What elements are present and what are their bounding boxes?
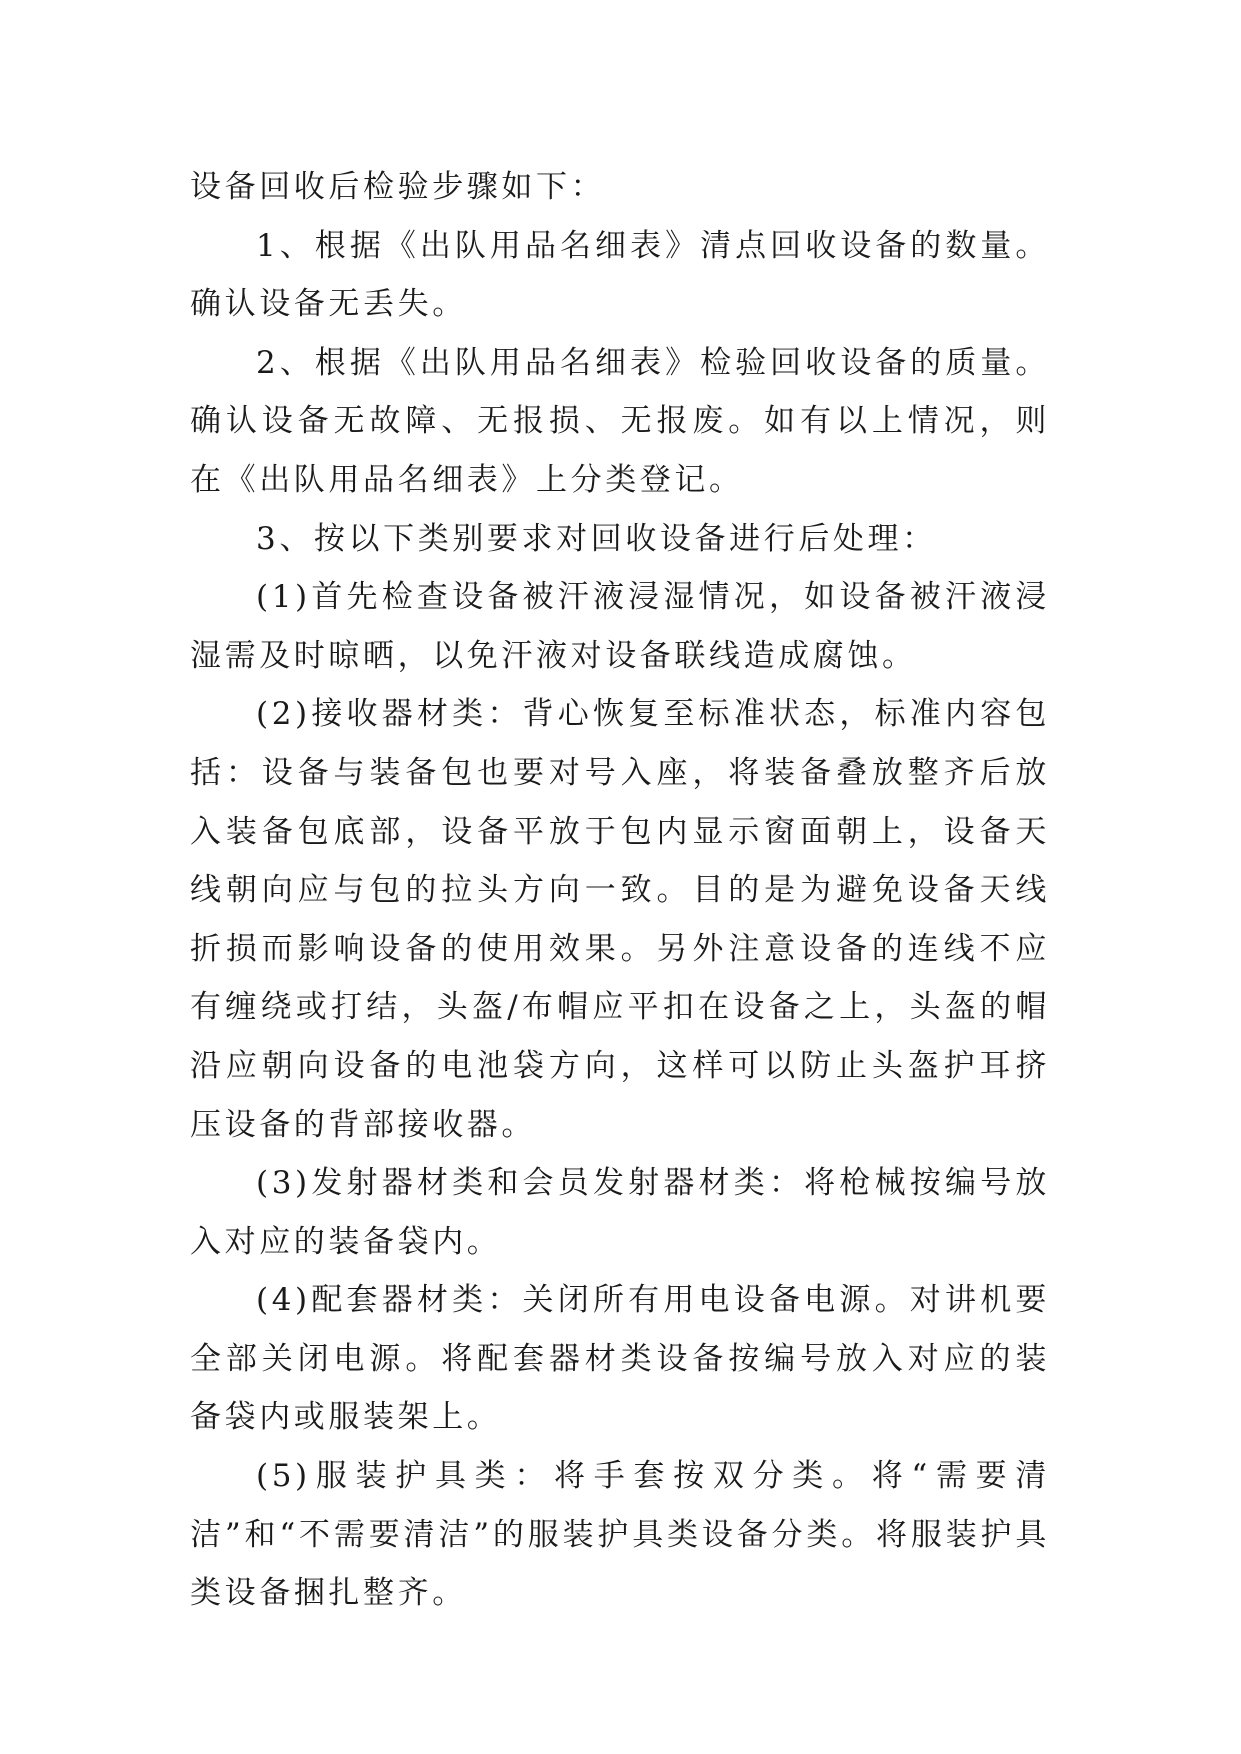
item-2-paragraph: (2)接收器材类：背心恢复至标准状态，标准内容包括：设备与装备包也要对号入座，将装备叠放整齐后放入装备包底部，设备平放于包内显示窗面朝上，设备天线朝向应与包的拉头方向一致。目的是为避免设备天线折损而影响设备的使用效果。另外注意设备的连线不应有缠绕或打结，头盔/布帽应平扣在设备之上，头盔的帽沿应朝向设备的电池袋方向，这样可以防止头盔护耳挤压设备的背部接收器。 bbox=[190, 696, 1050, 1143]
step-1-paragraph: 1、根据《出队用品名细表》清点回收设备的数量。确认设备无丢失。 bbox=[190, 227, 1050, 323]
step-2-paragraph: 2、根据《出队用品名细表》检验回收设备的质量。确认设备无故障、无报损、无报废。如有以上情况，则在《出队用品名细表》上分类登记。 bbox=[190, 344, 1050, 498]
step-3-paragraph: 3、按以下类别要求对回收设备进行后处理： bbox=[256, 520, 937, 557]
document-body bbox=[190, 158, 1050, 1623]
item-5-paragraph: (5)服装护具类：将手套按双分类。将“需要清洁”和“不需要清洁”的服装护具类设备分类。将服装护具类设备捆扎整齐。 bbox=[190, 1458, 1050, 1612]
item-3-paragraph: (3)发射器材类和会员发射器材类：将枪械按编号放入对应的装备袋内。 bbox=[190, 1165, 1050, 1260]
item-1-paragraph: (1)首先检查设备被汗液浸湿情况，如设备被汗液浸湿需及时晾晒，以免汗液对设备联线造成腐蚀。 bbox=[190, 579, 1050, 674]
intro-paragraph: 设备回收后检验步骤如下： bbox=[190, 169, 606, 205]
item-4-paragraph: (4)配套器材类：关闭所有用电设备电源。对讲机要全部关闭电源。将配套器材类设备按编号放入对应的装备袋内或服装架上。 bbox=[190, 1282, 1050, 1436]
